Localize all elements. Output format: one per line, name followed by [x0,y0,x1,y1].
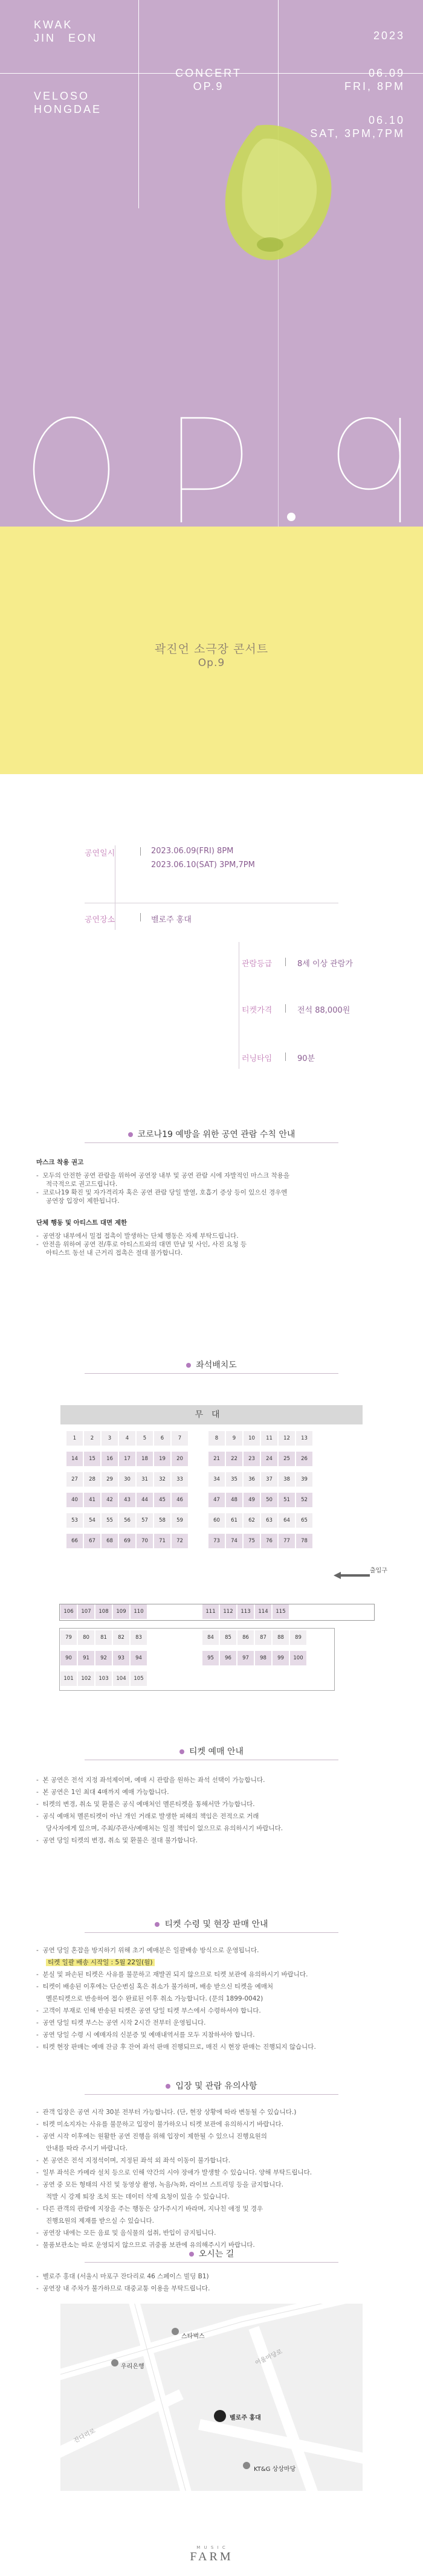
seat: 26 [296,1452,312,1466]
list-item: - 벨로주 홍대 (서울시 마포구 잔다리로 46 스페이스 빌딩 B1) [36,2273,209,2280]
seat: 32 [154,1472,170,1487]
stage: 무대 [60,1405,363,1424]
seat: 91 [78,1651,94,1665]
seat: 10 [244,1431,260,1446]
seat: 80 [78,1630,94,1645]
seat: 3 [102,1431,118,1446]
seat: 78 [296,1534,312,1548]
seat: 50 [261,1493,277,1507]
seat: 11 [261,1431,277,1446]
date-label: 공연일시 [85,849,115,858]
exit-arrow-icon [334,1572,370,1579]
seat: 104 [113,1671,129,1686]
seat: 4 [119,1431,135,1446]
seat: 5 [137,1431,153,1446]
date-value: 2023.06.10(SAT) 3PM,7PM [151,860,255,870]
seat: 14 [66,1452,83,1466]
subtitle-title: 곽진언 소극장 콘서트 [154,642,269,656]
list-item: - 본 공연은 전석 지정석이며, 지정된 좌석 외 좌석 이동이 불가합니다. [36,2157,231,2164]
section-line [85,1373,338,1374]
subtitle-op: Op.9 [198,657,225,669]
list-item: - 코로나19 확진 및 자가격리자 혹은 공연 관람 당일 발열, 호흡기 증상 등이 있으신 경우엔 [36,1189,288,1196]
list-item: - 공식 예매처 멜론티켓이 아닌 개인 거래로 발생한 피해의 책임은 전적으로 거래 [36,1813,259,1820]
seat: 37 [261,1472,277,1487]
seat: 18 [137,1452,153,1466]
seat: 76 [261,1534,277,1548]
seat: 52 [296,1493,312,1507]
seat: 86 [237,1630,254,1645]
seat: 110 [131,1604,147,1619]
seat: 99 [273,1651,289,1665]
seat: 66 [66,1534,83,1548]
seatmap-title-text: 좌석배치도 [196,1360,237,1370]
ticket-list [36,1774,283,1847]
section-line [85,2094,338,2095]
seat: 84 [202,1630,219,1645]
seat: 92 [95,1651,112,1665]
seat: 53 [66,1513,83,1528]
seat: 48 [226,1493,242,1507]
list-item: - 공연 시작 이후에는 원활한 공연 진행을 위해 입장이 제한될 수 있으니 진행요원의 [36,2133,267,2140]
kt-marker-icon [243,2462,250,2469]
seat: 60 [208,1513,225,1528]
seat: 79 [60,1630,77,1645]
seat: 112 [220,1604,236,1619]
seat: 97 [237,1651,254,1665]
info-tick [285,1004,286,1013]
seat: 77 [279,1534,295,1548]
date-value: 2023.06.09(FRI) 8PM [151,847,234,856]
covid-list-2 [36,1232,247,1257]
list-item: - 공연 당일 수령 시 예매자의 신분증 및 예매내역서를 모두 지참하셔야 합니다. [36,2031,255,2039]
seat: 25 [279,1452,295,1466]
info-tick [140,847,141,856]
seat: 75 [244,1534,260,1548]
seat: 107 [78,1604,94,1619]
list-item: - 안전을 위하여 공연 전/후로 아티스트와의 대면 만남 및 사인, 사진 요청 등 [36,1241,247,1248]
seat: 106 [60,1604,77,1619]
ticket-title-text: 티켓 예매 안내 [189,1747,244,1757]
covid-title-text: 코로나19 예방을 위한 공연 관람 수칙 안내 [137,1130,295,1139]
seat: 58 [154,1513,170,1528]
list-item [36,1956,316,1969]
price-value: 전석 88,000원 [297,1006,350,1015]
date-line: SAT, 3PM,7PM [310,127,405,139]
exit-label: 출입구 [370,1568,387,1574]
ticket-section-title [0,1745,423,1757]
date-1 [278,66,405,93]
rear-block-outline [59,1628,335,1691]
seat: 105 [131,1671,147,1686]
seat: 62 [244,1513,260,1528]
seat: 43 [119,1493,135,1507]
seat: 115 [273,1604,289,1619]
seat: 114 [255,1604,271,1619]
list-item: - 공연장 내 주차가 불가하므로 대중교통 이용을 부탁드립니다. [36,2285,210,2292]
map-road-label: 어울마당로 [254,2348,284,2367]
seat: 23 [244,1452,260,1466]
seat: 100 [290,1651,306,1665]
grade-label: 관람등급 [242,960,273,969]
seat: 71 [154,1534,170,1548]
artist-line: JIN EON [34,32,98,44]
list-item: - 본 공연은 전석 지정 좌석제이며, 예매 시 관람을 원하는 좌석 선택이 가능합니다. [36,1777,265,1784]
hero-poster [0,0,423,527]
seat: 44 [137,1493,153,1507]
list-item: - 공연장 내부에서 밀접 접촉이 발생하는 단체 행동은 자제 부탁드립니다. [36,1232,239,1240]
price-label: 티켓가격 [242,1006,273,1015]
concert-line: CONCERT [175,67,242,79]
place-value: 벨로주 홍대 [151,915,192,924]
delivery-list [36,1944,316,2053]
seat: 83 [131,1630,147,1645]
pin-icon [189,2252,194,2257]
seat: 19 [154,1452,170,1466]
entry-list [36,2106,312,2251]
concert-line: OP.9 [193,80,224,92]
green-blob-illustration [215,121,335,266]
seat: 90 [60,1651,77,1665]
covid-heading-1: 마스크 착용 권고 [36,1159,84,1166]
date-line: 06.10 [368,114,405,126]
list-item: - 고객이 부재로 인해 반송된 티켓은 공연 당일 티켓 부스에서 수령하셔야 합니다. [36,2007,261,2014]
seat: 73 [208,1534,225,1548]
map-starbucks-label: 스타벅스 [181,2333,205,2340]
seat: 56 [119,1513,135,1528]
seat: 8 [208,1431,225,1446]
seat: 36 [244,1472,260,1487]
list-item: - 물품보관소는 따로 운영되지 않으므로 귀중품 보관에 유의해주시기 바랍니다. [36,2241,255,2249]
venue-line: VELOSO [34,90,90,102]
seat: 12 [279,1431,295,1446]
list-item: - 공연장 내에는 모든 음료 및 음식물의 섭취, 반입이 금지됩니다. [36,2229,216,2237]
seat: 68 [102,1534,118,1548]
seat: 113 [237,1604,254,1619]
info-tick [140,913,141,921]
seat: 70 [137,1534,153,1548]
list-item: - 다른 관객의 관람에 지장을 주는 행동은 삼가주시기 바라며, 지나친 애정 및 경우 [36,2205,263,2212]
covid-section-title [0,1128,423,1140]
venue-line: HONGDAE [34,103,102,115]
map-kt-label: KT&G 상상마당 [254,2466,296,2473]
seat: 27 [66,1472,83,1487]
seat: 7 [172,1431,188,1446]
seatmap-section-title [0,1359,423,1371]
pin-icon [155,1922,160,1927]
seat: 108 [95,1604,112,1619]
seat: 101 [60,1671,77,1686]
logo-top: M U S I C [196,2545,227,2550]
seat: 41 [84,1493,100,1507]
grade-value: 8세 이상 관람가 [297,960,353,969]
seat: 20 [172,1452,188,1466]
seat: 35 [226,1472,242,1487]
seat: 55 [102,1513,118,1528]
seat: 30 [119,1472,135,1487]
list-item: 안내를 따라 주시기 바랍니다. [46,2145,128,2152]
starbucks-marker-icon [172,2328,179,2335]
seat: 85 [220,1630,236,1645]
list-item: 아티스트 동선 내 근거리 접촉은 절대 불가합니다. [46,1249,183,1257]
seat: 87 [255,1630,271,1645]
list-item: 적극적으로 권고드립니다. [46,1181,118,1188]
list-item: - 티켓 미소지자는 사유를 불문하고 입장이 불가하오니 티켓 보관에 유의하시기 바랍니다. [36,2121,283,2128]
delivery-section-title [0,1918,423,1930]
list-item: - 공연 중 모든 형태의 사진 및 동영상 촬영, 녹음/녹화, 라이브 스트리밍 등을 금지합니다. [36,2181,283,2188]
seat: 28 [84,1472,100,1487]
seat: 69 [119,1534,135,1548]
seat: 59 [172,1513,188,1528]
map-road-label: 잔다리로 [73,2427,97,2445]
map-bank-label: 우리은행 [121,2363,144,2370]
seat: 82 [113,1630,129,1645]
list-item: 멜론티켓으로 반송하여 접수 완료된 이후 취소 가능합니다. (문의 1899-0042) [46,1995,263,2002]
seat: 63 [261,1513,277,1528]
section-line [85,1932,338,1933]
seat: 65 [296,1513,312,1528]
seat: 74 [226,1534,242,1548]
seat: 2 [84,1431,100,1446]
pin-icon [186,1363,191,1368]
seat: 42 [102,1493,118,1507]
list-item: - 공연 당일 티켓 부스는 공연 시작 2시간 전부터 운영됩니다. [36,2019,206,2027]
seat: 9 [226,1431,242,1446]
subtitle-band [0,527,423,774]
section-line [85,1142,338,1143]
seat: 89 [290,1630,306,1645]
list-item: - 모두의 안전한 공연 관람을 위하여 공연장 내부 및 공연 관람 시에 자발적인 마스크 착용을 [36,1172,290,1179]
seat: 29 [102,1472,118,1487]
covid-list-1 [36,1171,289,1205]
seat: 38 [279,1472,295,1487]
list-item: 공연장 입장이 제한됩니다. [46,1197,120,1205]
pin-icon [128,1132,133,1137]
seat: 103 [95,1671,112,1686]
seat: 51 [279,1493,295,1507]
delivery-highlight: 티켓 일괄 배송 시작일 : 5월 22일(월) [46,1959,155,1966]
runtime-value: 90분 [297,1054,315,1063]
map-roads [60,2304,363,2491]
pin-icon [179,1749,184,1754]
date-line: 06.09 [368,67,405,79]
seat: 109 [113,1604,129,1619]
seat: 67 [84,1534,100,1548]
seat: 1 [66,1431,83,1446]
seat: 33 [172,1472,188,1487]
seat: 40 [66,1493,83,1507]
venue-marker-icon [214,2410,226,2422]
entry-title-text: 입장 및 관람 유의사항 [175,2081,257,2091]
row-outline [59,1604,375,1621]
artist-line: KWAK [34,19,73,31]
list-item: - 일부 좌석은 카메라 설치 등으로 인해 약간의 시야 장애가 발생할 수 있습니다. 양해 부탁드립니다. [36,2169,312,2176]
directions-list [36,2270,210,2295]
seat: 47 [208,1493,225,1507]
seat: 21 [208,1452,225,1466]
seat: 72 [172,1534,188,1548]
seat: 57 [137,1513,153,1528]
seat: 94 [131,1651,147,1665]
seat: 49 [244,1493,260,1507]
seat: 15 [84,1452,100,1466]
list-item: - 관객 입장은 공연 시작 30분 전부터 가능합니다. (단, 현장 상황에 따라 변동될 수 있습니다.) [36,2109,297,2116]
venue-name [34,89,102,116]
big-title-op9 [0,411,423,527]
footer-logo [0,2545,423,2564]
list-item: - 공연 당일 혼잡을 방지하기 위해 초기 예매분은 일괄배송 방식으로 운영됩니다. [36,1947,259,1954]
directions-section-title [0,2248,423,2260]
list-item: - 티켓이 배송된 이후에는 단순변심 혹은 취소가 불가하며, 배송 받으신 티켓을 예매처 [36,1983,274,1990]
seat: 64 [279,1513,295,1528]
seat: 6 [154,1431,170,1446]
seat: 22 [226,1452,242,1466]
artist-name [34,18,97,45]
seat: 61 [226,1513,242,1528]
covid-heading-2: 단체 행동 및 아티스트 대면 제한 [36,1219,128,1226]
info-tick [285,1053,286,1061]
info-tick [285,958,286,966]
seat: 98 [255,1651,271,1665]
list-item: 적발 시 강제 퇴장 조치 또는 데이터 삭제 요청이 있을 수 있습니다. [46,2193,230,2200]
location-map [60,2304,363,2491]
seat: 102 [78,1671,94,1686]
seat: 111 [202,1604,219,1619]
section-line [85,2262,338,2263]
seat: 31 [137,1472,153,1487]
seat: 93 [113,1651,129,1665]
list-item: - 티켓 현장 판매는 예매 잔금 후 잔여 좌석 판매 진행되므로, 매진 시 현장 판매는 진행되지 않습니다. [36,2043,316,2051]
directions-title-text: 오시는 길 [198,2249,234,2259]
year: 2023 [373,30,405,42]
seat: 13 [296,1431,312,1446]
seat: 54 [84,1513,100,1528]
delivery-title-text: 티켓 수령 및 현장 판매 안내 [164,1920,268,1929]
seat: 16 [102,1452,118,1466]
map-venue-label: 벨로주 홍대 [230,2415,261,2421]
date-line: FRI, 8PM [344,80,405,92]
divider-line [138,0,139,208]
place-label: 공연장소 [85,915,115,924]
seat: 46 [172,1493,188,1507]
list-item: - 본 공연은 1인 최대 4매까지 예매 가능합니다. [36,1789,169,1796]
seat: 45 [154,1493,170,1507]
list-item: - 분실 및 파손된 티켓은 사유를 불문하고 재발권 되지 않으므로 티켓 보관에 유의하시기 바랍니다. [36,1971,308,1978]
seat: 95 [202,1651,219,1665]
list-item: - 공연 당일 티켓의 변경, 취소 및 환불은 절대 불가합니다. [36,1837,198,1844]
list-item: - 티켓의 변경, 취소 및 환불은 공식 예매처인 멜론티켓을 통해서만 가능합니다. [36,1801,255,1808]
entry-section-title [0,2080,423,2092]
pin-icon [166,2084,170,2089]
seat: 39 [296,1472,312,1487]
bank-marker-icon [111,2359,118,2366]
seat: 34 [208,1472,225,1487]
seat: 88 [273,1630,289,1645]
seat: 81 [95,1630,112,1645]
seat: 24 [261,1452,277,1466]
list-item: 진행요원의 제재를 받으실 수 있습니다. [46,2217,154,2225]
seat: 96 [220,1651,236,1665]
logo-brand: FARM [190,2550,233,2563]
list-item: 당사자에게 있으며, 주최/주관사/예매처는 일절 책임이 없으므로 유의하시기 바랍니다. [46,1825,283,1832]
seat: 17 [119,1452,135,1466]
runtime-label: 러닝타임 [242,1054,273,1063]
concert-title [139,66,278,93]
